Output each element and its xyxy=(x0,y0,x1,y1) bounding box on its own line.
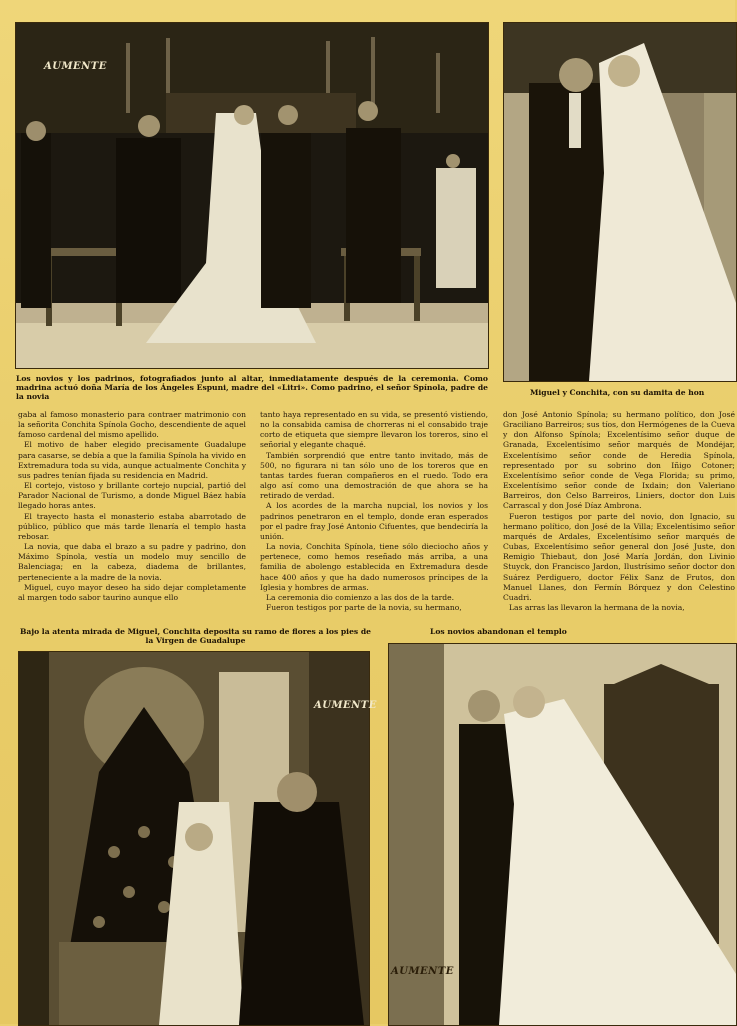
article-paragraph: Fueron testigos por parte del novio, don Ignacio, su hermano político, don José de la Villa; Excelentísimo señor marqués de Ardales, Excelentísimo señor marqués de Cubas, Excelentísimo señor general don José Juste, don Remigio Thiebaut, don José María Jordán, don Livinio Stuyck, don Francisco Jardon, Ilustrísimo señor doctor don Suárez Perdiguero, doctor Félix Sanz de Frutos, don Manuel Llanes, don Fermín Bórquez y don Celestino Cuadri. xyxy=(503,511,735,602)
article-paragraph: Miguel, cuyo mayor deseo ha sido dejar completamente al margen todo sabor taurino aunque ello xyxy=(18,582,246,602)
article-paragraph: El trayecto hasta el monasterio estaba abarrotado de público, público que más tarde llenaría el templo hasta rebosar. xyxy=(18,511,246,541)
article-column-3 xyxy=(503,410,735,613)
article-paragraph: Fueron testigos por parte de la novia, su hermano, xyxy=(266,602,462,612)
photo-altar-ceremony xyxy=(15,22,489,369)
caption-virgin-guadalupe: Bajo la atenta mirada de Miguel, Conchita deposita su ramo de flores a los pies de la Virgen de Guadalupe xyxy=(20,627,371,645)
article-paragraph: El motivo de haber elegido precisamente Guadalupe para casarse, se debía a que la familia Spínola ha vivido en Extremadura toda su vida, aunque actualmente Conchita y sus padres tenían fijada su residencia en Madrid. xyxy=(18,440,246,480)
article-paragraph: don José Antonio Spínola; su hermano político, don José Graciliano Barreiros; sus tíos, don Hermógenes de la Cueva y don Alfonso Spínola; Excelentísimo señor duque de Granada, Excelentísimo señor marqués de Mondéjar, Excelentísimo señor conde de Heredia Spínola, representado por su sobrino don Iñigo Cotoner; Excelentísimo señor conde de Vega Florida; su primo, Excelentísimo señor conde de Ixdain; don Valeriano Barreiros, don Celso Barreiros, Liniers, doctor don Luis Carrascal y don José Díaz Ambrona. xyxy=(503,410,735,511)
photo-credit-altar: AUMENTE xyxy=(44,61,107,72)
article-paragraph: gaba al famoso monasterio para contraer matrimonio con la señorita Conchita Spínola Gocho, descendiente de aquel famoso cardenal del mismo apellido. xyxy=(18,410,246,440)
caption-couple-portrait: Miguel y Conchita, con su damita de hon xyxy=(530,388,705,397)
article-column-1 xyxy=(18,410,246,603)
article-paragraph: Las arras las llevaron la hermana de la novia, xyxy=(509,602,685,612)
article-paragraph: La ceremonia dio comienzo a las dos de la tarde. xyxy=(266,592,455,602)
article-paragraph: También sorprendió que entre tanto invitado, más de 500, no figurara ni tan sólo uno de los toreros que en tantas tardes fueran compañeros en el ruedo. Todo era algo así como una demostración de que ahora se ha retirado de verdad. xyxy=(260,450,488,501)
photo-credit-virgin: AUMENTE xyxy=(314,700,377,711)
photo-credit-leaving: AUMENTE xyxy=(391,966,454,977)
caption-leaving-temple: Los novios abandonan el templo xyxy=(430,627,567,636)
article-column-2 xyxy=(260,410,488,613)
photo-virgin-offering xyxy=(18,651,377,1026)
article-paragraph: La novia, Conchita Spínola, tiene sólo dieciocho años y pertenece, como hemos reseñado más arriba, a una familia de abolengo establecida en Extremadura desde hace 400 años y que ha dado numerosos príncipes de la Iglesia y hombres de armas. xyxy=(260,542,488,592)
caption-altar: Los novios y los padrinos, fotografiados junto al altar, inmediatamente después de la ceremonia. Como madrina actuó doña María de los Ángeles Espuni, madre del «Litri». Como padrino, el señor Spínola, padre de la novia xyxy=(16,374,488,401)
article-paragraph: El cortejo, vistoso y brillante cortejo nupcial, partió del Parador Nacional de Turismo, a donde Miguel Báez había llegado horas antes. xyxy=(18,481,246,511)
article-paragraph: A los acordes de la marcha nupcial, los novios y los padrinos penetraron en el templo, donde eran esperados por el padre fray José Antonio Cifuentes, que bendeciría la unión. xyxy=(260,501,488,541)
article-paragraph: La novia, que daba el brazo a su padre y padrino, don Máximo Spínola, vestía un modelo muy sencillo de Balenciaga; en la cabeza, diadema de brillantes, perteneciente a la madre de la novia. xyxy=(18,542,246,582)
photo-couple-portrait xyxy=(503,22,737,382)
photo-couple-leaving xyxy=(388,643,737,1026)
article-paragraph: tanto haya representado en su vida, se presentó vistiendo, no la consabida camisa de chorreras ni el consabido traje corto de etiqueta que siempre llevaron los toreros, sino el señorial y elegante chaqué. xyxy=(260,410,488,450)
